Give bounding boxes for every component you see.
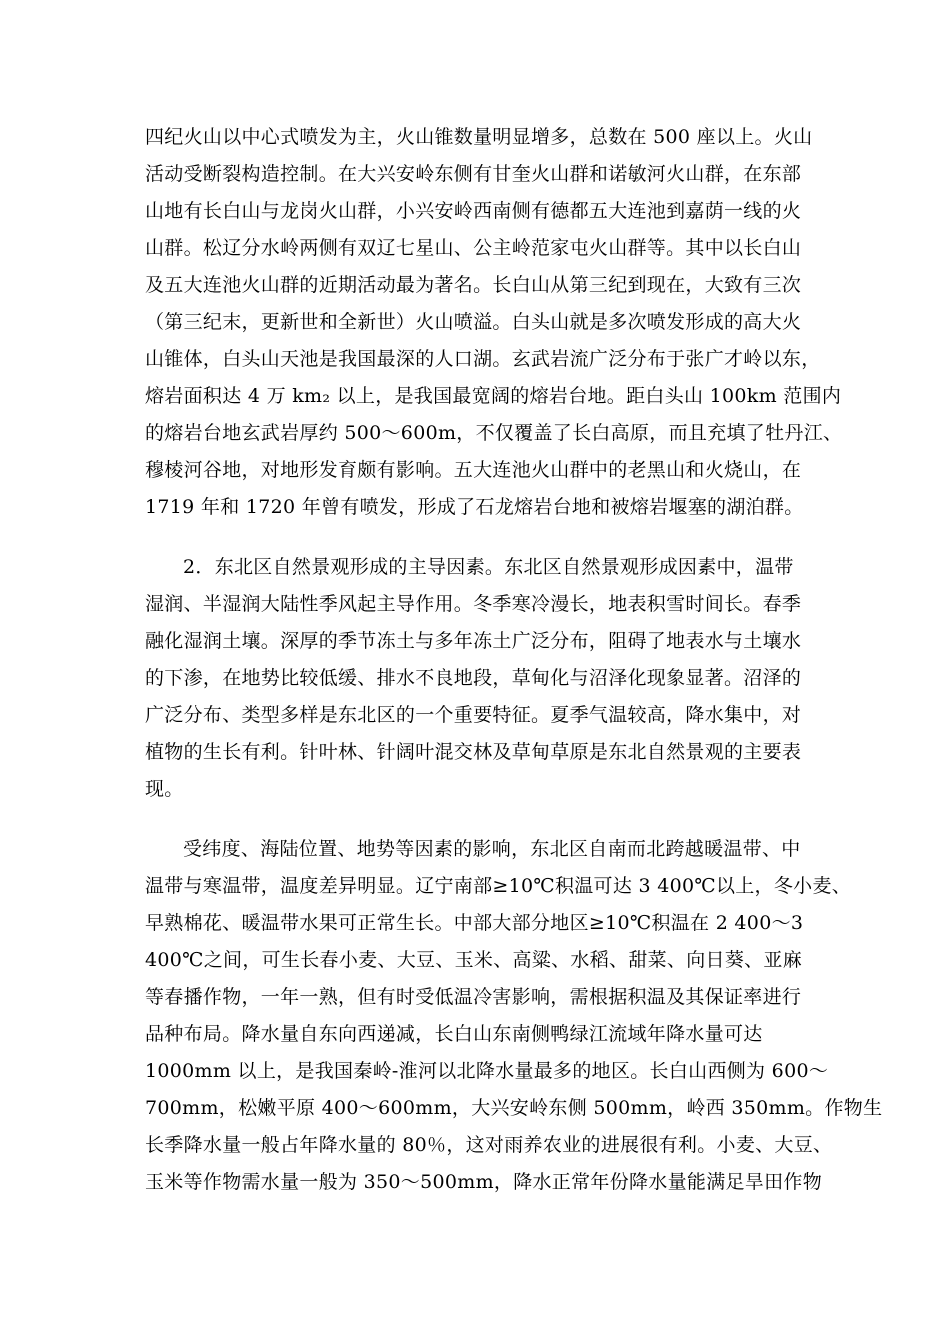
text-line: 山地有长白山与龙岗火山群，小兴安岭西南侧有德都五大连池到嘉荫一线的火 <box>145 200 802 222</box>
text-line: 等春播作物，一年一熟，但有时受低温冷害影响，需根据积温及其保证率进行 <box>145 986 802 1008</box>
text-line: 2．东北区自然景观形成的主导因素。东北区自然景观形成因素中，温带 <box>183 556 794 578</box>
text-line: 品种布局。降水量自东向西递减，长白山东南侧鸭绿江流域年降水量可达 <box>145 1023 763 1045</box>
text-line: 现。 <box>145 778 184 800</box>
text-line: 山锥体，白头山天池是我国最深的人口湖。玄武岩流广泛分布于张广才岭以东， <box>145 348 821 370</box>
text-line: 700mm，松嫩平原 400～600mm，大兴安岭东侧 500mm，岭西 350mm。作物生 <box>145 1097 883 1119</box>
text-line: 早熟棉花、暖温带水果可正常生长。中部大部分地区≥10℃积温在 2 400～3 <box>145 912 804 934</box>
text-line: 植物的生长有利。针叶林、针阔叶混交林及草甸草原是东北自然景观的主要表 <box>145 741 802 763</box>
text-line: 活动受断裂构造控制。在大兴安岭东侧有甘奎火山群和诺敏河火山群，在东部 <box>145 163 802 185</box>
text-line: 受纬度、海陆位置、地势等因素的影响，东北区自南而北跨越暖温带、中 <box>183 838 801 860</box>
text-line: 四纪火山以中心式喷发为主，火山锥数量明显增多，总数在 500 座以上。火山 <box>145 126 813 148</box>
text-line: 熔岩面积达 4 万 km₂ 以上，是我国最宽阔的熔岩台地。距白头山 100km 范围内 <box>145 385 842 407</box>
text-line: 温带与寒温带，温度差异明显。辽宁南部≥10℃积温可达 3 400℃以上，冬小麦、 <box>145 875 852 897</box>
text-line: 的熔岩台地玄武岩厚约 500～600m，不仅覆盖了长白高原，而且充填了牡丹江、 <box>145 422 843 444</box>
text-line: 400℃之间，可生长春小麦、大豆、玉米、高粱、水稻、甜菜、向日葵、亚麻 <box>145 949 803 971</box>
text-line: 的下渗，在地势比较低缓、排水不良地段，草甸化与沼泽化现象显著。沼泽的 <box>145 667 802 689</box>
text-line: 1000mm 以上，是我国秦岭-淮河以北降水量最多的地区。长白山西侧为 600～ <box>145 1060 829 1082</box>
text-line: 及五大连池火山群的近期活动最为著名。长白山从第三纪到现在，大致有三次 <box>145 274 802 296</box>
text-line: 湿润、半湿润大陆性季风起主导作用。冬季寒冷漫长，地表积雪时间长。春季 <box>145 593 802 615</box>
text-line: 1719 年和 1720 年曾有喷发，形成了石龙熔岩台地和被熔岩堰塞的湖泊群。 <box>145 496 804 518</box>
text-line: 广泛分布、类型多样是东北区的一个重要特征。夏季气温较高，降水集中，对 <box>145 704 802 726</box>
text-line: 长季降水量一般占年降水量的 80％，这对雨养农业的进展很有利。小麦、大豆、 <box>145 1134 833 1156</box>
text-line: 山群。松辽分水岭两侧有双辽七星山、公主岭范家屯火山群等。其中以长白山 <box>145 237 802 259</box>
text-line: 融化湿润土壤。深厚的季节冻土与多年冻土广泛分布，阻碍了地表水与土壤水 <box>145 630 802 652</box>
text-line: （第三纪末，更新世和全新世）火山喷溢。白头山就是多次喷发形成的高大火 <box>145 311 802 333</box>
text-line: 玉米等作物需水量一般为 350～500mm，降水正常年份降水量能满足旱田作物 <box>145 1171 823 1193</box>
text-line: 穆棱河谷地，对地形发育颇有影响。五大连池火山群中的老黑山和火烧山，在 <box>145 459 802 481</box>
